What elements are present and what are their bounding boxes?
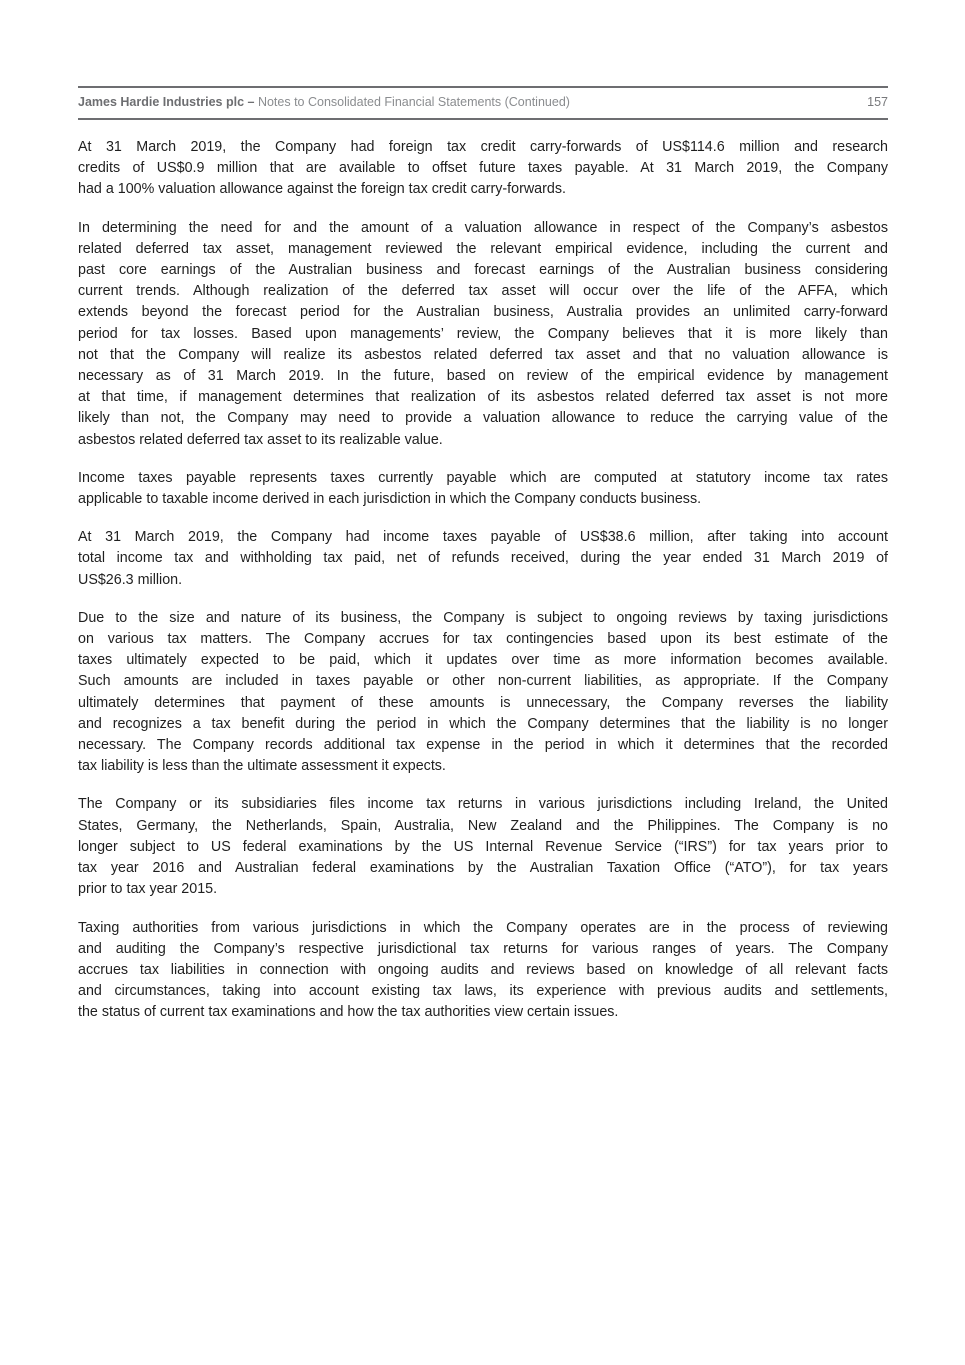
text-line: taxes ultimately expected to be paid, which it updates over time as more information becomes available. xyxy=(78,652,888,669)
text-line: US$26.3 million. xyxy=(78,571,183,588)
text-line: accrues tax liabilities in connection with ongoing audits and reviews based on knowledge of all relevant facts xyxy=(78,961,888,978)
text-line: Taxing authorities from various jurisdictions in which the Company operates are in the process of reviewing xyxy=(78,919,888,936)
text-line: ultimately determines that payment of these amounts is unnecessary, the Company reverses the liability xyxy=(78,694,888,711)
text-line: and auditing the Company’s respective jurisdictional tax returns for various ranges of years. The Company xyxy=(78,940,888,957)
text-line: and recognizes a tax benefit during the period in which the Company determines that the liability is no longer xyxy=(78,715,888,732)
text-line: necessary as of 31 March 2019. In the future, based on review of the empirical evidence by management xyxy=(78,368,888,385)
text-line: In determining the need for and the amount of a valuation allowance in respect of the Company’s asbestos xyxy=(78,219,888,236)
text-line: prior to tax year 2015. xyxy=(78,881,218,898)
body-content xyxy=(78,120,888,1024)
text-line: tax liability is less than the ultimate assessment it expects. xyxy=(78,758,446,775)
text-line: and circumstances, taking into account existing tax laws, its experience with previous audits and settlements, xyxy=(78,983,888,1000)
text-line: credits of US$0.9 million that are available to offset future taxes payable. At 31 March 2019, the Company xyxy=(78,160,888,177)
text-line: related deferred tax asset, management reviewed the relevant empirical evidence, including the current and xyxy=(78,240,888,257)
company-name: James Hardie Industries plc – xyxy=(78,95,255,109)
text-line: necessary. The Company records additional tax expense in the period in which it determines that the recorded xyxy=(78,737,888,754)
text-line: asbestos related deferred tax asset to its realizable value. xyxy=(78,431,443,448)
text-line: past core earnings of the Australian business and forecast earnings of the Australian business considering xyxy=(78,262,888,279)
text-line: not that the Company will realize its asbestos related deferred tax asset and that no valuation allowance is xyxy=(78,346,888,363)
text-line: applicable to taxable income derived in each jurisdiction in which the Company conducts business. xyxy=(78,491,702,508)
paragraph xyxy=(78,137,888,201)
paragraph xyxy=(78,608,888,778)
text-line: current trends. Although realization of the deferred tax asset will occur over the life of the AFFA, which xyxy=(78,283,888,300)
header-title xyxy=(78,95,570,110)
text-line: at that time, if management determines that realization of its asbestos related deferred tax asset is not more xyxy=(78,389,888,406)
header-row xyxy=(78,88,888,118)
paragraph xyxy=(78,468,888,510)
text-line: Income taxes payable represents taxes currently payable which are computed at statutory income tax rates xyxy=(78,469,888,486)
paragraph xyxy=(78,794,888,900)
text-line: total income tax and withholding tax paid, net of refunds received, during the year ended 31 March 2019 of xyxy=(78,550,888,567)
text-line: States, Germany, the Netherlands, Spain, Australia, New Zealand and the Philippines. The Company is no xyxy=(78,817,888,834)
text-line: the status of current tax examinations and how the tax authorities view certain issues. xyxy=(78,1004,619,1021)
text-line: had a 100% valuation allowance against the foreign tax credit carry-forwards. xyxy=(78,181,566,198)
page-number: 157 xyxy=(867,95,888,109)
text-line: At 31 March 2019, the Company had foreign tax credit carry-forwards of US$114.6 million and research xyxy=(78,139,888,155)
text-line: Such amounts are included in taxes payable or other non-current liabilities, as appropriate. If the Company xyxy=(78,673,888,690)
document-title: Notes to Consolidated Financial Statements (Continued) xyxy=(257,95,570,109)
text-line: longer subject to US federal examinations by the US Internal Revenue Service (“IRS”) for tax years prior to xyxy=(78,838,888,855)
text-line: The Company or its subsidiaries files income tax returns in various jurisdictions including Ireland, the United xyxy=(78,796,888,813)
text-line: Due to the size and nature of its business, the Company is subject to ongoing reviews by taxing jurisdictions xyxy=(78,609,888,626)
page-header xyxy=(78,86,888,120)
text-line: At 31 March 2019, the Company had income taxes payable of US$38.6 million, after taking into account xyxy=(78,529,888,546)
text-line: extends beyond the forecast period for the Australian business, Australia provides an unlimited carry-forward xyxy=(78,304,888,321)
text-line: on various tax matters. The Company accrues for tax contingencies based upon its best estimate of the xyxy=(78,631,888,648)
text-line: likely than not, the Company may need to provide a valuation allowance to reduce the carrying value of the xyxy=(78,410,888,427)
text-line: tax year 2016 and Australian federal examinations by the Australian Taxation Office (“ATO”), for tax years xyxy=(78,860,888,877)
page-content xyxy=(78,0,888,1041)
paragraph xyxy=(78,527,888,591)
paragraph xyxy=(78,218,888,451)
paragraph xyxy=(78,918,888,1024)
text-line: period for tax losses. Based upon managements’ review, the Company believes that it is more likely than xyxy=(78,325,888,342)
